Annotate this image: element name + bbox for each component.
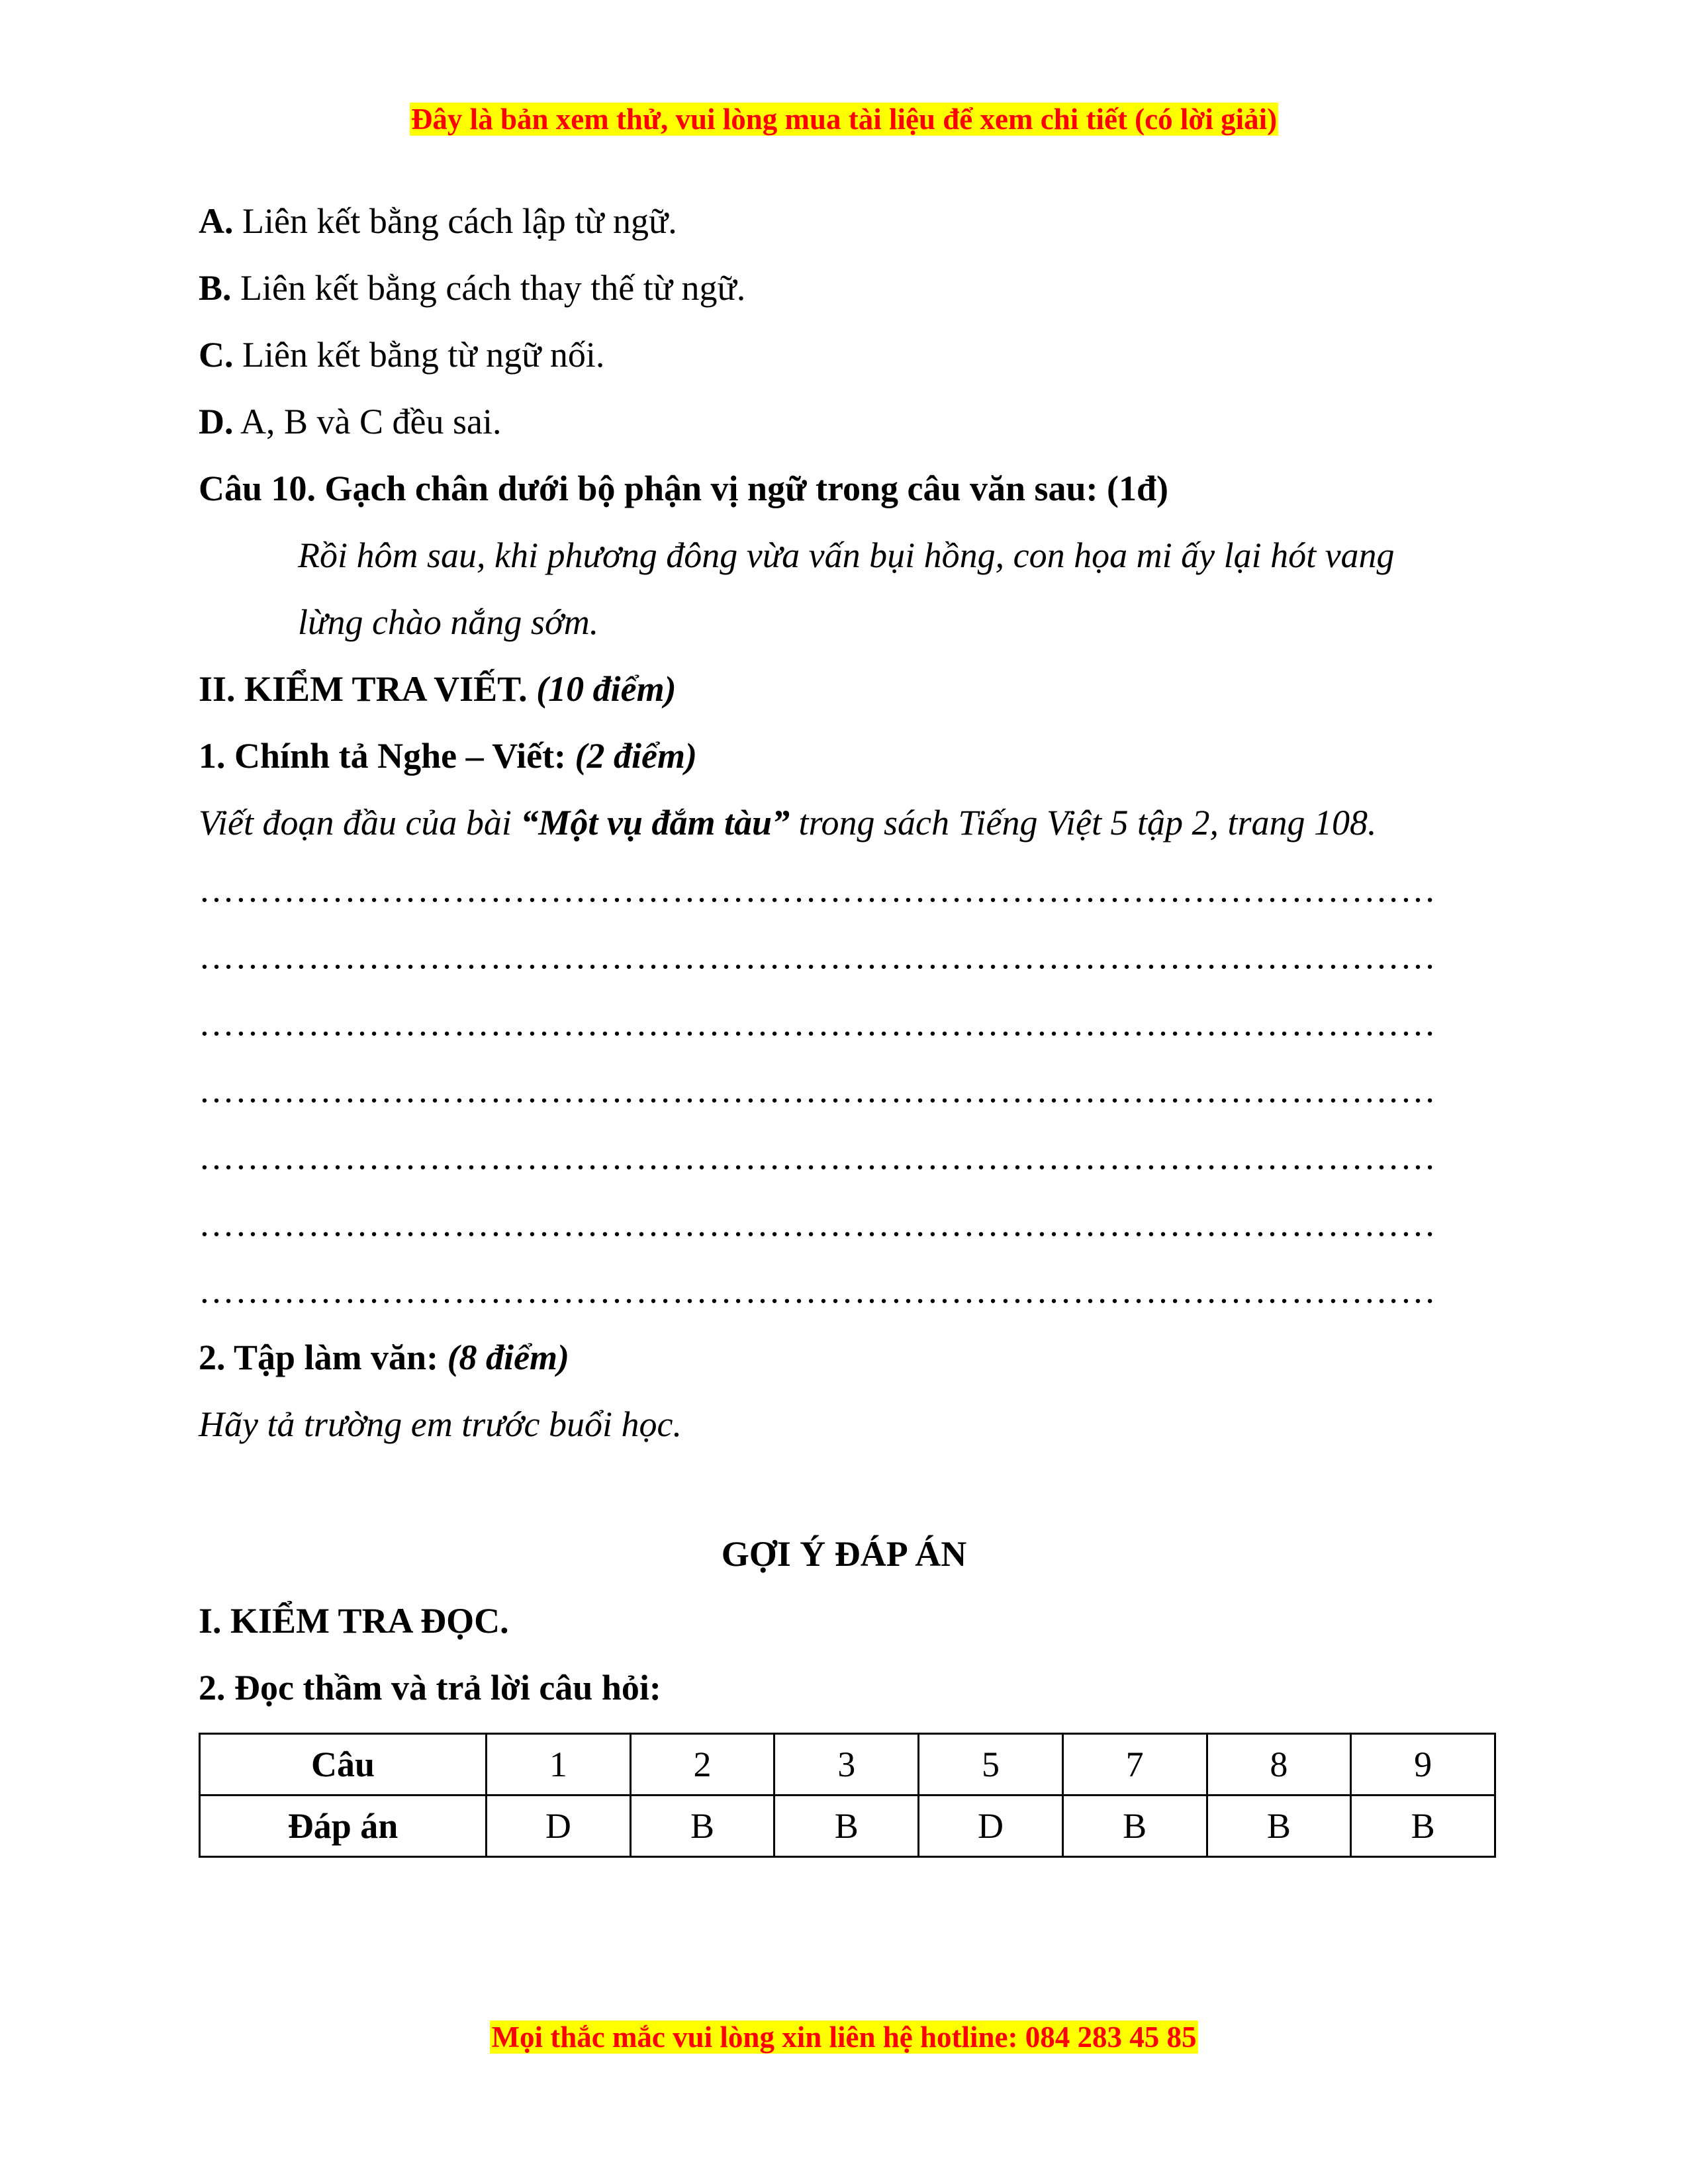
question-10-sentence-line-2: lừng chào nắng sớm. [298,602,599,642]
dictation-instruction-pre: Viết đoạn đầu của bài [199,803,521,842]
table-header-cell: Câu [200,1734,487,1796]
question-number-cell: 8 [1207,1734,1351,1796]
table-row-answers [200,1796,1495,1857]
section-writing-title: II. KIỂM TRA VIẾT. [199,669,528,709]
option-c [199,322,1496,388]
composition-heading [199,1324,1496,1390]
section-writing-heading [199,656,1496,722]
question-10-sentence-line-1: Rồi hôm sau, khi phương đông vừa vấn bụi hồng, con họa mi ấy lại hót vang [298,535,1395,575]
question-number-cell: 9 [1351,1734,1495,1796]
preview-notice [0,99,1688,139]
dictation-heading [199,723,1496,789]
answer-dot-line: ………………………………………………………………………………………… [199,1003,1436,1043]
question-number-cell: 7 [1062,1734,1207,1796]
composition-title: 2. Tập làm văn: [199,1338,439,1377]
answer-dot-line: ………………………………………………………………………………………… [199,936,1436,976]
answer-dot-line: ………………………………………………………………………………………… [199,1137,1436,1177]
question-number-cell: 2 [630,1734,774,1796]
option-letter: A. [199,201,234,241]
option-letter: C. [199,335,234,375]
answer-table [199,1733,1496,1858]
option-text: Liên kết bằng từ ngữ nối. [233,335,605,375]
answer-dot-line: ………………………………………………………………………………………… [199,870,1436,909]
composition-points: (8 điểm) [438,1338,570,1377]
table-row-questions [200,1734,1495,1796]
question-number-cell: 1 [487,1734,631,1796]
option-text: Liên kết bằng cách thay thế từ ngữ. [231,268,746,308]
answer-cell: B [630,1796,774,1857]
preview-notice-text: Đây là bản xem thử, vui lòng mua tài liệu để xem chi tiết (có lời giải) [410,103,1278,136]
answer-cell: B [1062,1796,1207,1857]
option-letter: B. [199,268,232,308]
answer-cell: D [919,1796,1063,1857]
answer-dot-line: ………………………………………………………………………………………… [199,1070,1436,1110]
answer-cell: B [1207,1796,1351,1857]
option-text: Liên kết bằng cách lập từ ngữ. [233,201,677,241]
question-number-cell: 3 [774,1734,919,1796]
dictation-story-title: “Một vụ đắm tàu” [520,803,790,842]
dictation-points: (2 điểm) [566,736,697,776]
answer-cell: D [487,1796,631,1857]
answer-key-section: I. KIỂM TRA ĐỌC. [199,1601,509,1641]
question-10-title: Câu 10. Gạch chân dưới bộ phận vị ngữ trong câu văn sau: (1đ) [199,469,1169,508]
option-text: A, B và C đều sai. [233,402,502,441]
answer-key-heading: GỢI Ý ĐÁP ÁN [721,1534,967,1574]
table-header-cell: Đáp án [200,1796,487,1857]
answer-key-subsection: 2. Đọc thầm và trả lời câu hỏi: [199,1668,661,1707]
section-writing-points: (10 điểm) [527,669,677,709]
option-a [199,188,1496,254]
option-d [199,388,1496,455]
dictation-title: 1. Chính tả Nghe – Viết: [199,736,567,776]
hotline-notice-text: Mọi thắc mắc vui lòng xin liên hệ hotline: 084 283 45 85 [491,2021,1197,2054]
hotline-notice [0,2017,1688,2057]
dictation-instruction [199,790,1496,856]
dictation-instruction-post: trong sách Tiếng Việt 5 tập 2, trang 108. [789,803,1377,842]
answer-cell: B [1351,1796,1495,1857]
question-number-cell: 5 [919,1734,1063,1796]
option-letter: D. [199,402,234,441]
option-b [199,255,1496,321]
answer-dot-line: ………………………………………………………………………………………… [199,1271,1436,1310]
answer-cell: B [774,1796,919,1857]
answer-dot-line: ………………………………………………………………………………………… [199,1204,1436,1244]
composition-prompt: Hãy tả trường em trước buổi học. [199,1404,682,1444]
